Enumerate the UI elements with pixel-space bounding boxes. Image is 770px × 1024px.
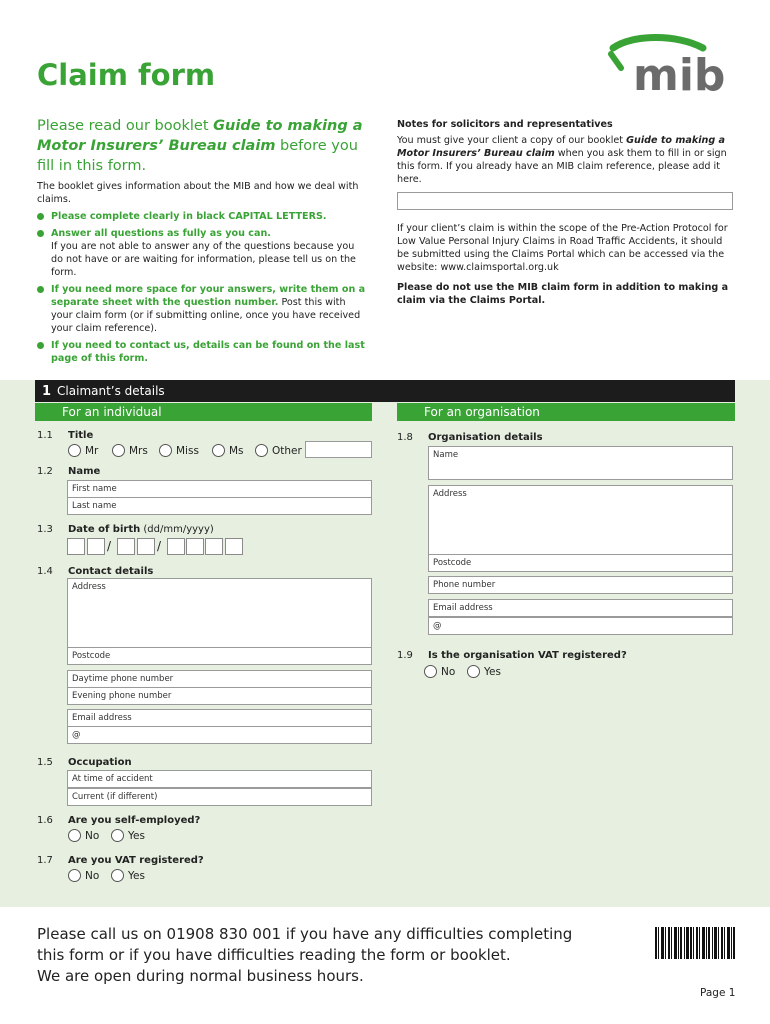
org-phone-input[interactable]: Phone number [428,576,733,594]
date-separator: / [157,539,162,553]
q-label: Title [68,430,94,441]
q-number: 1.5 [37,757,53,768]
date-separator: / [107,539,112,553]
q-number: 1.2 [37,466,53,477]
bullet-icon [37,286,44,293]
title-mr-label: Mr [85,445,99,457]
last-name-input[interactable]: Last name [67,497,372,515]
q-label: Occupation [68,757,132,768]
q-label: Is the organisation VAT registered? [428,650,627,661]
mib-logo [607,34,735,92]
q-number: 1.4 [37,566,53,577]
dob-month-1[interactable] [117,538,135,555]
q-number: 1.6 [37,815,53,826]
org-vat-yes-radio[interactable] [467,665,480,678]
page-title: Claim form [37,58,216,92]
q-label: Contact details [68,566,154,577]
title-other-label: Other [272,445,302,457]
radio-label: No [441,666,456,678]
title-other-radio[interactable] [255,444,268,457]
q-number: 1.1 [37,430,53,441]
org-postcode-input[interactable]: Postcode [428,554,733,572]
radio-label: Yes [128,870,145,882]
org-name-input[interactable]: Name [428,446,733,480]
postcode-input[interactable]: Postcode [67,647,372,665]
q-label: Are you self-employed? [68,815,201,826]
vat-yes-radio[interactable] [111,869,124,882]
individual-header: For an individual [35,403,372,421]
bullet-icon [37,213,44,220]
q-number: 1.7 [37,855,53,866]
notes-p3: Please do not use the MIB claim form in addition to making a claim via the Claims Portal. [397,282,729,306]
org-email-label-field[interactable]: Email address [428,599,733,617]
bullet-icon [37,342,44,349]
first-name-input[interactable]: First name [67,480,372,498]
title-ms-label: Ms [229,445,244,457]
bullet-icon [37,230,44,237]
page-number: Page 1 [700,987,736,999]
self-employed-no-radio[interactable] [68,829,81,842]
title-ms-radio[interactable] [212,444,225,457]
instruction-list [37,210,367,369]
org-address-input[interactable]: Address [428,485,733,555]
email-label-field[interactable]: Email address [67,709,372,727]
q-number: 1.9 [397,650,413,661]
radio-label: Yes [128,830,145,842]
dob-year-4[interactable] [225,538,243,555]
self-employed-yes-radio[interactable] [111,829,124,842]
list-item: Please complete clearly in black CAPITAL LETTERS. [37,210,367,223]
q-label: Organisation details [428,432,543,443]
barcode [655,927,735,959]
q-label: Date of birth (dd/mm/yyyy) [68,524,214,535]
radio-label: No [85,830,100,842]
dob-day-1[interactable] [67,538,85,555]
org-email-input[interactable]: @ [428,617,733,635]
org-vat-no-radio[interactable] [424,665,437,678]
notes-p2: If your client’s claim is within the scope of the Pre-Action Protocol for Low Value Personal Injury Claims in Road Traffic Accidents, it should be submitted using the Claims Portal which can be accessed via the website: www.claimsportal.org.uk [397,223,728,273]
title-other-input[interactable] [305,441,372,458]
q-number: 1.3 [37,524,53,535]
list-item: If you need to contact us, details can be found on the last page of this form. [37,339,367,365]
notes-heading: Notes for solicitors and representatives [397,119,613,130]
footer-help-text: Please call us on 01908 830 001 if you have any difficulties completing this form or if you have difficulties reading the form or booklet. We are open during normal business hours. [37,925,573,985]
title-mr-radio[interactable] [68,444,81,457]
dob-day-2[interactable] [87,538,105,555]
organisation-header: For an organisation [397,403,735,421]
evening-phone-input[interactable]: Evening phone number [67,687,372,705]
booklet-text: The booklet gives information about the MIB and how we deal with claims. [37,181,359,205]
title-miss-label: Miss [176,445,199,457]
occupation-current-input[interactable]: Current (if different) [67,788,372,806]
daytime-phone-input[interactable]: Daytime phone number [67,670,372,688]
vat-no-radio[interactable] [68,869,81,882]
mib-reference-input[interactable] [397,192,733,210]
logo-text: mib [633,50,726,92]
q-number: 1.8 [397,432,413,443]
radio-label: Yes [484,666,501,678]
radio-label: No [85,870,100,882]
list-item: Answer all questions as fully as you can. If you are not able to answer any of the questions because you do not have or are waiting for information, please tell us on the form. [37,227,367,279]
solicitor-notes [397,118,735,307]
title-mrs-label: Mrs [129,445,148,457]
email-input[interactable]: @ [67,726,372,744]
occupation-at-accident-input[interactable]: At time of accident [67,770,372,788]
dob-year-1[interactable] [167,538,185,555]
dob-year-3[interactable] [205,538,223,555]
dob-year-2[interactable] [186,538,204,555]
q-label: Name [68,466,101,477]
address-input[interactable]: Address [67,578,372,648]
dob-month-2[interactable] [137,538,155,555]
intro-text: Please read our booklet Guide to making a Motor Insurers’ Bureau claim before you fill in this form. [37,118,363,174]
list-item: If you need more space for your answers, write them on a separate sheet with the question number. Post this with your claim form (or if submitting online, once you have received your claim reference). [37,283,367,335]
title-mrs-radio[interactable] [112,444,125,457]
section-header: 1 Claimant’s details [35,380,735,402]
q-label: Are you VAT registered? [68,855,204,866]
title-miss-radio[interactable] [159,444,172,457]
notes-p1: You must give your client a copy of our booklet Guide to making a Motor Insurers’ Bureau claim when you ask them to fill in or sign this form. If you already have an MIB claim reference, please add it here. [397,135,727,185]
